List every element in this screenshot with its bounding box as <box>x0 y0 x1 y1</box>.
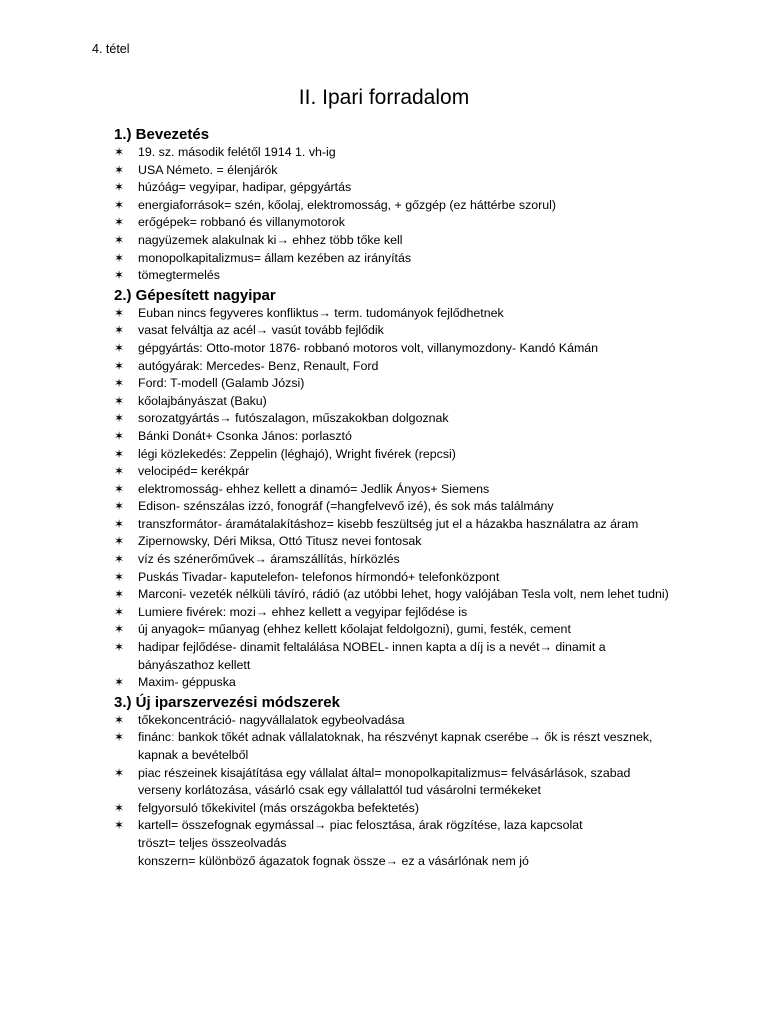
continuation-line: tröszt= teljes összeolvadás <box>138 835 287 850</box>
list-item-text: Zipernowsky, Déri Miksa, Ottó Titusz nevei fontosak <box>138 534 422 549</box>
star-bullet-icon: ✶ <box>114 376 125 391</box>
page-title: II. Ipari forradalom <box>298 86 470 109</box>
list-item <box>114 197 674 215</box>
bullet-list <box>114 144 674 285</box>
star-bullet-icon: ✶ <box>114 675 125 690</box>
star-bullet-icon: ✶ <box>114 765 125 780</box>
document-body <box>114 124 674 870</box>
section-heading: 1.) Bevezetés <box>114 126 210 143</box>
list-item-text: Ford: T-modell (Galamb Józsi) <box>138 376 305 391</box>
list-item-text: transzformátor- áramátalakításhoz= kisebb feszültség jut el a házakba használatra az áram <box>138 516 639 531</box>
list-item-text: légi közlekedés: Zeppelin (léghajó), Wright fivérek (repcsi) <box>138 446 456 461</box>
list-item <box>114 551 674 569</box>
star-bullet-icon: ✶ <box>114 323 125 338</box>
star-bullet-icon: ✶ <box>114 162 125 177</box>
list-item <box>114 232 674 250</box>
star-bullet-icon: ✶ <box>114 552 125 567</box>
list-item <box>114 410 674 428</box>
star-bullet-icon: ✶ <box>114 587 125 602</box>
star-bullet-icon: ✶ <box>114 800 125 815</box>
list-item-text: vasat felváltja az acél→ vasút tovább fejlődik <box>138 323 384 338</box>
header-label: 4. tétel <box>92 42 130 56</box>
star-bullet-icon: ✶ <box>114 358 125 373</box>
list-item-text: 19. sz. második felétől 1914 1. vh-ig <box>138 145 336 159</box>
continuation-line: konszern= különböző ágazatok fognak össze→ ez a vásárlónak nem jó <box>138 853 529 868</box>
list-item <box>114 162 674 180</box>
list-item <box>114 250 674 268</box>
list-item-text: víz és szénerőművek→ áramszállítás, hírközlés <box>138 552 400 567</box>
star-bullet-icon: ✶ <box>114 180 125 195</box>
list-item-text: tőkekoncentráció- nagyvállalatok egybeolvadása <box>138 712 405 727</box>
list-item <box>114 358 674 376</box>
list-item <box>114 267 674 285</box>
list-item-text: Puskás Tivadar- kaputelefon- telefonos hírmondó+ telefonközpont <box>138 569 500 584</box>
list-item <box>114 586 674 604</box>
star-bullet-icon: ✶ <box>114 145 125 159</box>
section-heading: 3.) Új iparszervezési módszerek <box>114 693 340 711</box>
list-item <box>114 674 674 692</box>
list-item-text: húzóág= vegyipar, hadipar, gépgyártás <box>138 180 352 195</box>
star-bullet-icon: ✶ <box>114 197 125 212</box>
list-item-text: fináncː bankok tőkét adnak vállalatoknak, ha részvényt kapnak cserébe→ ők is részt vesznek, kapnak a bevételből <box>138 730 653 762</box>
star-bullet-icon: ✶ <box>114 305 125 320</box>
star-bullet-icon: ✶ <box>114 481 125 496</box>
list-item-text: autógyárak: Mercedes- Benz, Renault, Ford <box>138 358 379 373</box>
list-item-text: nagyüzemek alakulnak ki→ ehhez több tőke kell <box>138 232 403 247</box>
star-bullet-icon: ✶ <box>114 622 125 637</box>
star-bullet-icon: ✶ <box>114 411 125 426</box>
list-item-text: sorozatgyártás→ futószalagon, műszakokban dolgoznak <box>138 411 449 426</box>
list-item-text: erőgépek= robbanó és villanymotorok <box>138 215 345 230</box>
list-item <box>114 712 674 730</box>
star-bullet-icon: ✶ <box>114 446 125 461</box>
star-bullet-icon: ✶ <box>114 516 125 531</box>
bullet-list <box>114 305 674 692</box>
star-bullet-icon: ✶ <box>114 215 125 230</box>
list-item <box>114 340 674 358</box>
list-item-text: Bánki Donát+ Csonka János: porlasztó <box>138 428 352 443</box>
star-bullet-icon: ✶ <box>114 640 125 655</box>
list-item <box>114 765 674 800</box>
list-item-text: Edison- szénszálas izzó, fonográf (=hangfelvevő izé), és sok más találmány <box>138 499 554 514</box>
list-item-text: elektromosság- ehhez kellett a dinamó= Jedlik Ányos+ Siemens <box>138 481 490 496</box>
list-item-text: Lumiere fivérek: mozi→ ehhez kellett a vegyipar fejlődése is <box>138 604 468 619</box>
list-item <box>114 569 674 587</box>
star-bullet-icon: ✶ <box>114 604 125 619</box>
list-item-text: tömegtermelés <box>138 268 220 283</box>
star-bullet-icon: ✶ <box>114 250 125 265</box>
list-item-text: kartell= összefognak egymással→ piac felosztása, árak rögzítése, laza kapcsolat <box>138 818 583 833</box>
list-item-text: felgyorsuló tőkekivitel (más országokba befektetés) <box>138 800 419 815</box>
list-item <box>114 481 674 499</box>
star-bullet-icon: ✶ <box>114 712 125 727</box>
list-item-text: új anyagok= műanyag (ehhez kellett kőolajat feldolgozni), gumi, festék, cement <box>138 622 571 637</box>
bullet-list <box>114 712 674 835</box>
star-bullet-icon: ✶ <box>114 818 125 833</box>
star-bullet-icon: ✶ <box>114 393 125 408</box>
list-item <box>114 375 674 393</box>
list-item-text: velocipéd= kerékpár <box>138 464 250 479</box>
list-item-text: USA Németo. = élenjárók <box>138 162 278 177</box>
list-item <box>114 393 674 411</box>
list-item <box>114 604 674 622</box>
list-item <box>114 305 674 323</box>
list-item <box>114 516 674 534</box>
list-item-text: hadipar fejlődése- dinamit feltalálása NOBEL- innen kapta a díj is a nevét→ dinamit a bányászathoz kellett <box>138 640 606 672</box>
list-item-text: Maxim- géppuska <box>138 675 236 690</box>
star-bullet-icon: ✶ <box>114 464 125 479</box>
list-item-text: gépgyártás: Otto-motor 1876- robbanó motoros volt, villanymozdony- Kandó Kámán <box>138 340 599 355</box>
list-item-text: piac részeinek kisajátítása egy vállalat által= monopolkapitalizmus= felvásárlások, szabad verseny korlátozása, vásárló csak egy vállalattól tud vásárolni termékeket <box>138 765 631 798</box>
star-bullet-icon: ✶ <box>114 340 125 355</box>
list-item-text: energiaforrások= szén, kőolaj, elektromosság, + gőzgép (ez háttérbe szorul) <box>138 197 557 212</box>
star-bullet-icon: ✶ <box>114 730 125 745</box>
list-item <box>114 214 674 232</box>
list-item <box>114 428 674 446</box>
list-item <box>114 498 674 516</box>
list-item <box>114 179 674 197</box>
star-bullet-icon: ✶ <box>114 569 125 584</box>
list-item <box>114 533 674 551</box>
star-bullet-icon: ✶ <box>114 268 125 283</box>
list-item <box>114 446 674 464</box>
list-item <box>114 621 674 639</box>
list-item <box>114 463 674 481</box>
list-item <box>114 322 674 340</box>
list-item-text: kőolajbányászat (Baku) <box>138 393 267 408</box>
list-item <box>114 639 674 674</box>
list-item-text: Euban nincs fegyveres konfliktus→ term. tudományok fejlődhetnek <box>138 305 504 320</box>
list-item <box>114 729 674 764</box>
star-bullet-icon: ✶ <box>114 232 125 247</box>
star-bullet-icon: ✶ <box>114 428 125 443</box>
list-item <box>114 817 674 835</box>
star-bullet-icon: ✶ <box>114 499 125 514</box>
list-item-text: Marconi- vezeték nélküli távíró, rádió (az utóbbi lehet, hogy valójában Tesla volt, nem lehet tudni) <box>138 587 669 602</box>
list-item-text: monopolkapitalizmus= állam kezében az irányítás <box>138 250 412 265</box>
section-heading: 2.) Gépesített nagyipar <box>114 286 276 304</box>
list-item <box>114 144 674 162</box>
list-item <box>114 800 674 818</box>
star-bullet-icon: ✶ <box>114 534 125 549</box>
